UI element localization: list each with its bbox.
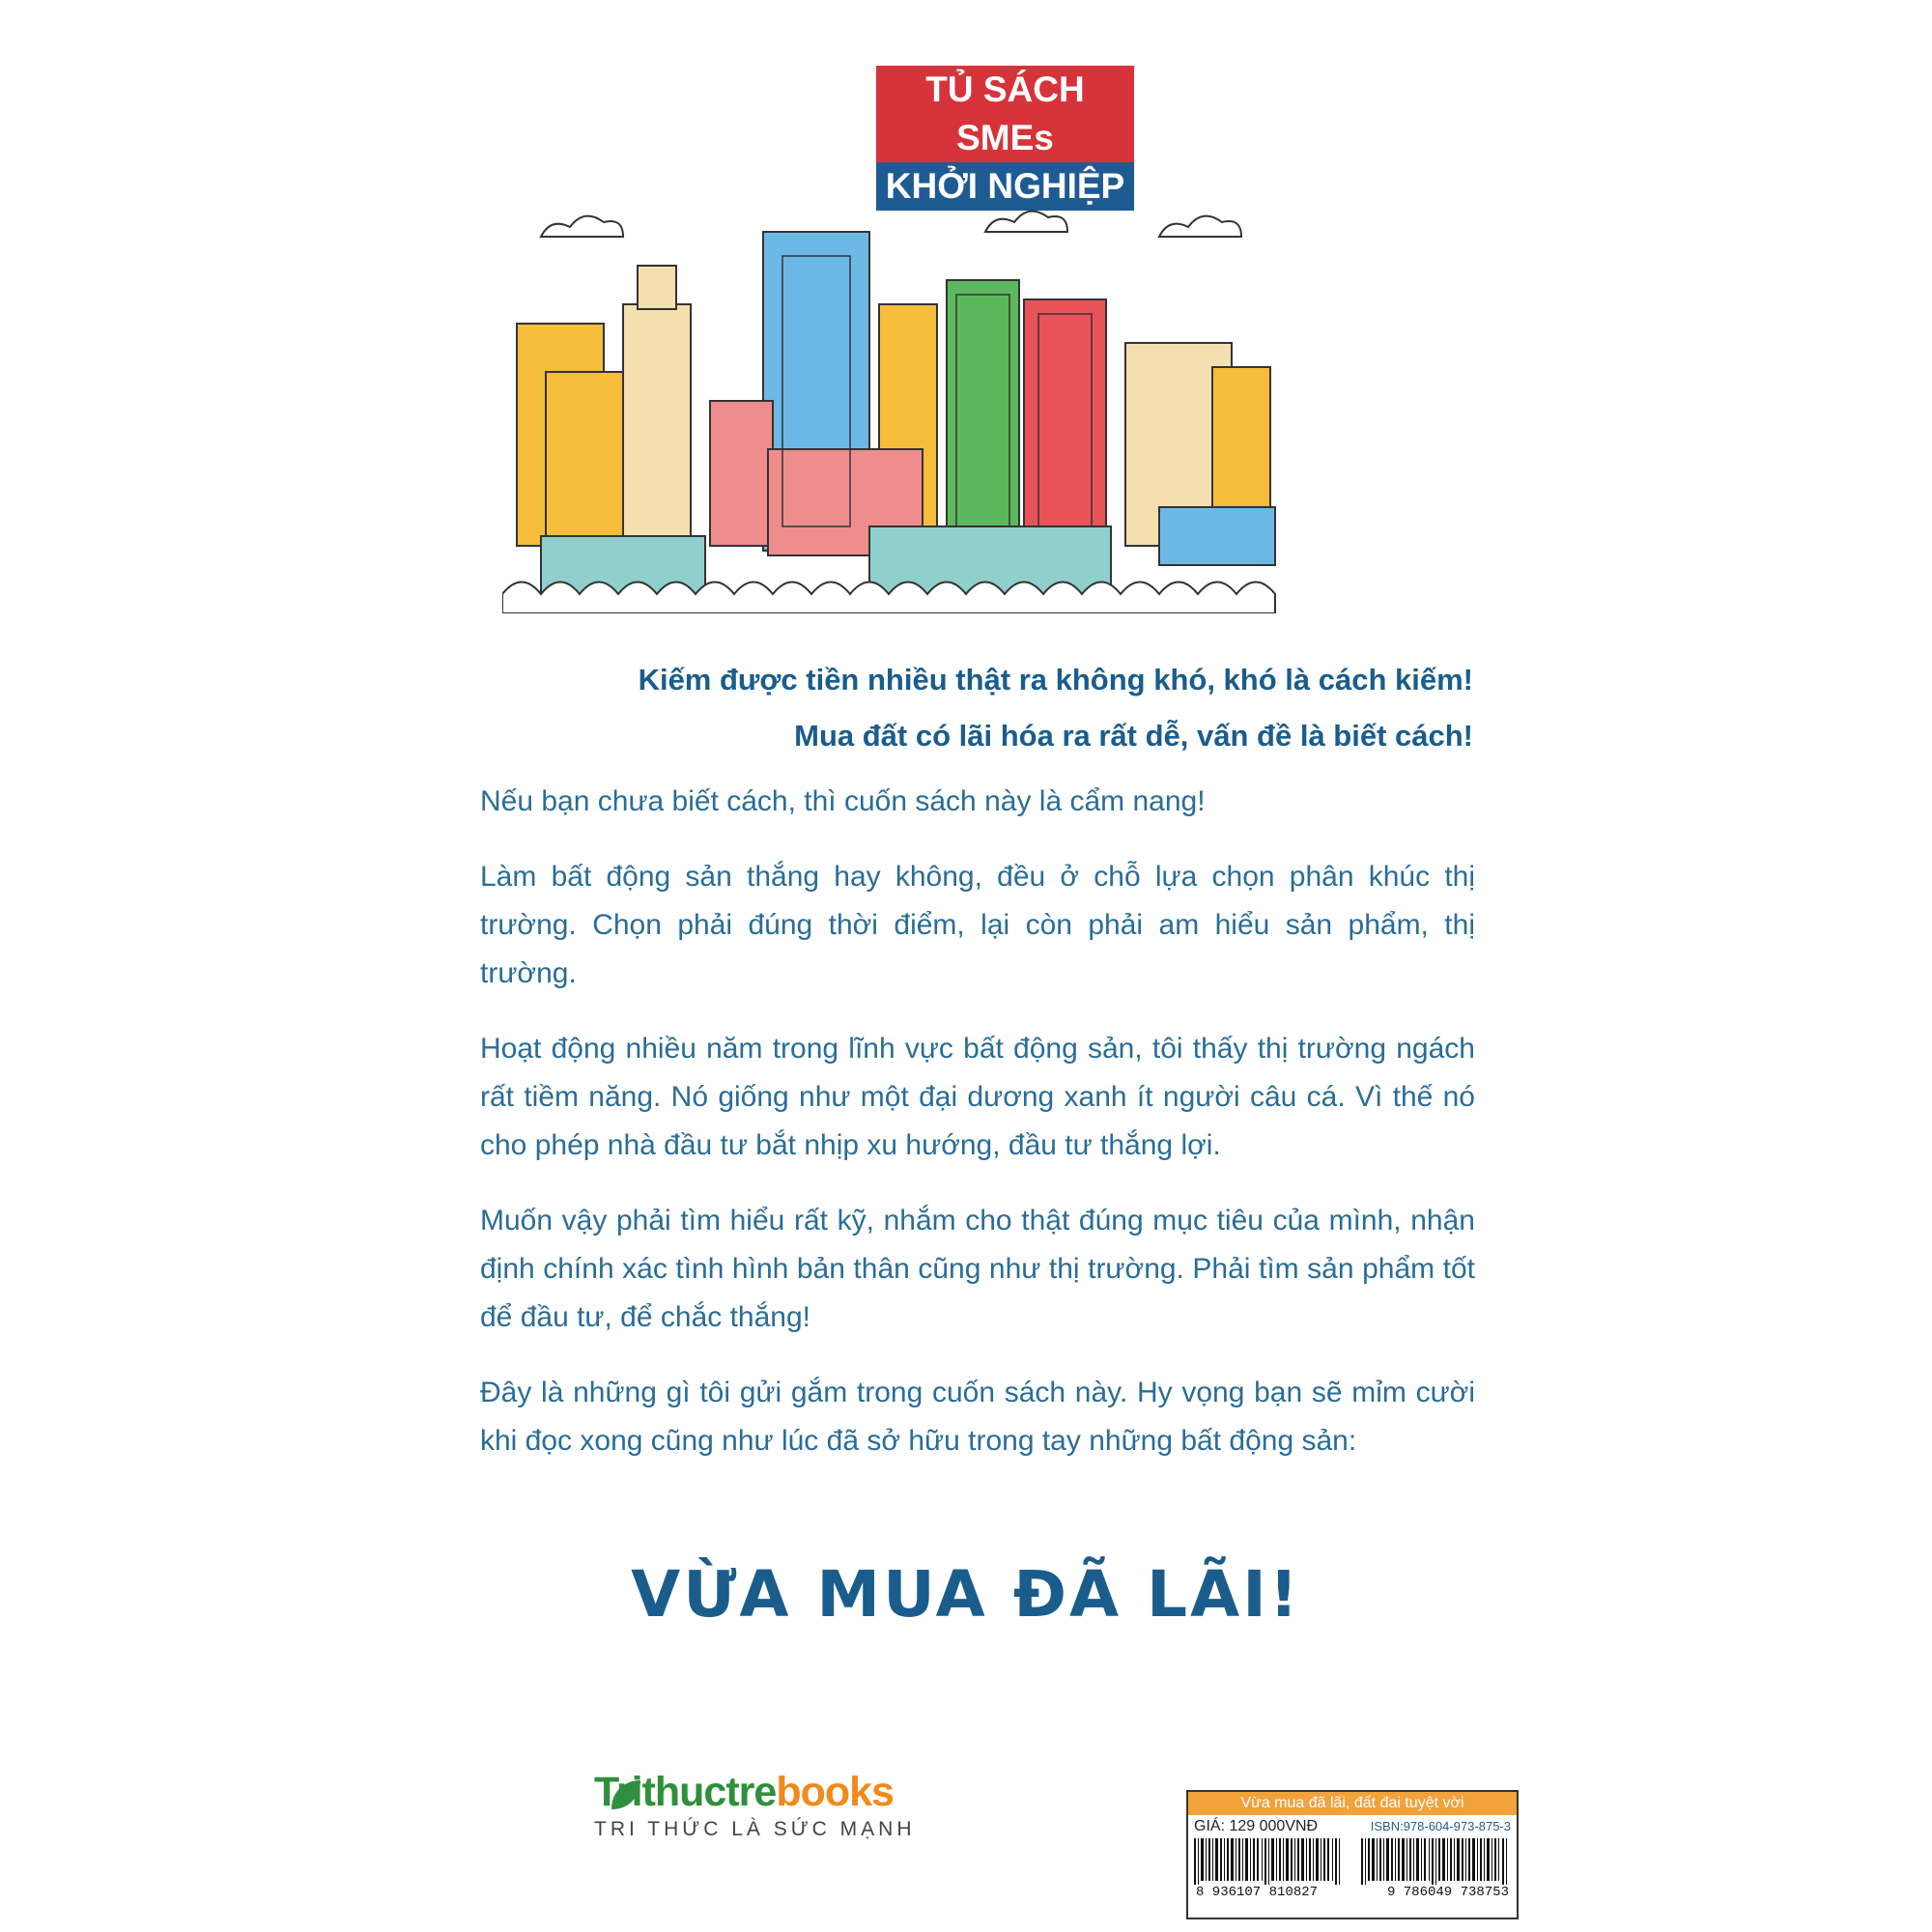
barcode-2 — [1361, 1838, 1511, 1885]
barcode-box — [1186, 1790, 1519, 1919]
publisher-brand-b: books — [776, 1769, 894, 1815]
publisher-motto: TRI THỨC LÀ SỨC MẠNH — [594, 1818, 916, 1840]
paragraph-5: Đây là những gì tôi gửi gắm trong cuốn sách này. Hy vọng bạn sẽ mỉm cười khi đọc xong cũng như lúc đã sở hữu trong tay những bất động sản: — [480, 1377, 1475, 1457]
barcode-1 — [1194, 1838, 1344, 1885]
tagline-line-2: Mua đất có lãi hóa ra rất dễ, vấn đề là biết cách! — [794, 719, 1473, 753]
tagline-line-1: Kiếm được tiền nhiều thật ra không khó, khó là cách kiếm! — [638, 663, 1473, 696]
publisher-logo — [594, 1768, 942, 1841]
series-line-2: KHỞI NGHIỆP — [876, 162, 1134, 211]
paragraph-2: Làm bất động sản thắng hay không, đều ở chỗ lựa chọn phân khúc thị trường. Chọn phải đúng thời điểm, lại còn phải am hiểu sản phẩm, thị trường. — [480, 861, 1475, 989]
series-line-1: TỦ SÁCH SMEs — [876, 66, 1134, 162]
paragraph-3: Hoạt động nhiều năm trong lĩnh vực bất động sản, tôi thấy thị trường ngách rất tiềm năng. Nó giống như một đại dương xanh ít người câu cá. Vì thế nó cho phép nhà đầu tư bắt nhịp xu hướng, đầu tư thắng lợi. — [480, 1033, 1475, 1161]
barcode-number-2: 9 786049 738753 — [1386, 1885, 1509, 1900]
description-body — [480, 778, 1475, 1492]
barcode-number-1: 8 936107 810827 — [1196, 1885, 1319, 1900]
city-skyline-illustration — [502, 198, 1468, 613]
publisher-brand-a: Trithuctre — [594, 1769, 777, 1815]
series-badge — [876, 66, 1134, 211]
paragraph-4: Muốn vậy phải tìm hiểu rất kỹ, nhắm cho thật đúng mục tiêu của mình, nhận định chính xác tình hình bản thân cũng như thị trường. Phải tìm sản phẩm tốt để đầu tư, để chắc thắng! — [480, 1205, 1475, 1333]
price-label: GIÁ: 129 000VNĐ — [1194, 1818, 1319, 1834]
slogan: VỪA MUA ĐÃ LÃI! — [631, 1557, 1301, 1632]
barcode-title: Vừa mua đã lãi, đất đai tuyệt vời — [1188, 1792, 1517, 1815]
paragraph-1: Nếu bạn chưa biết cách, thì cuốn sách này là cẩm nang! — [480, 785, 1206, 817]
tagline — [459, 652, 1473, 764]
publisher-brand — [594, 1768, 942, 1816]
isbn-label: ISBN:978-604-973-875-3 — [1370, 1819, 1511, 1833]
